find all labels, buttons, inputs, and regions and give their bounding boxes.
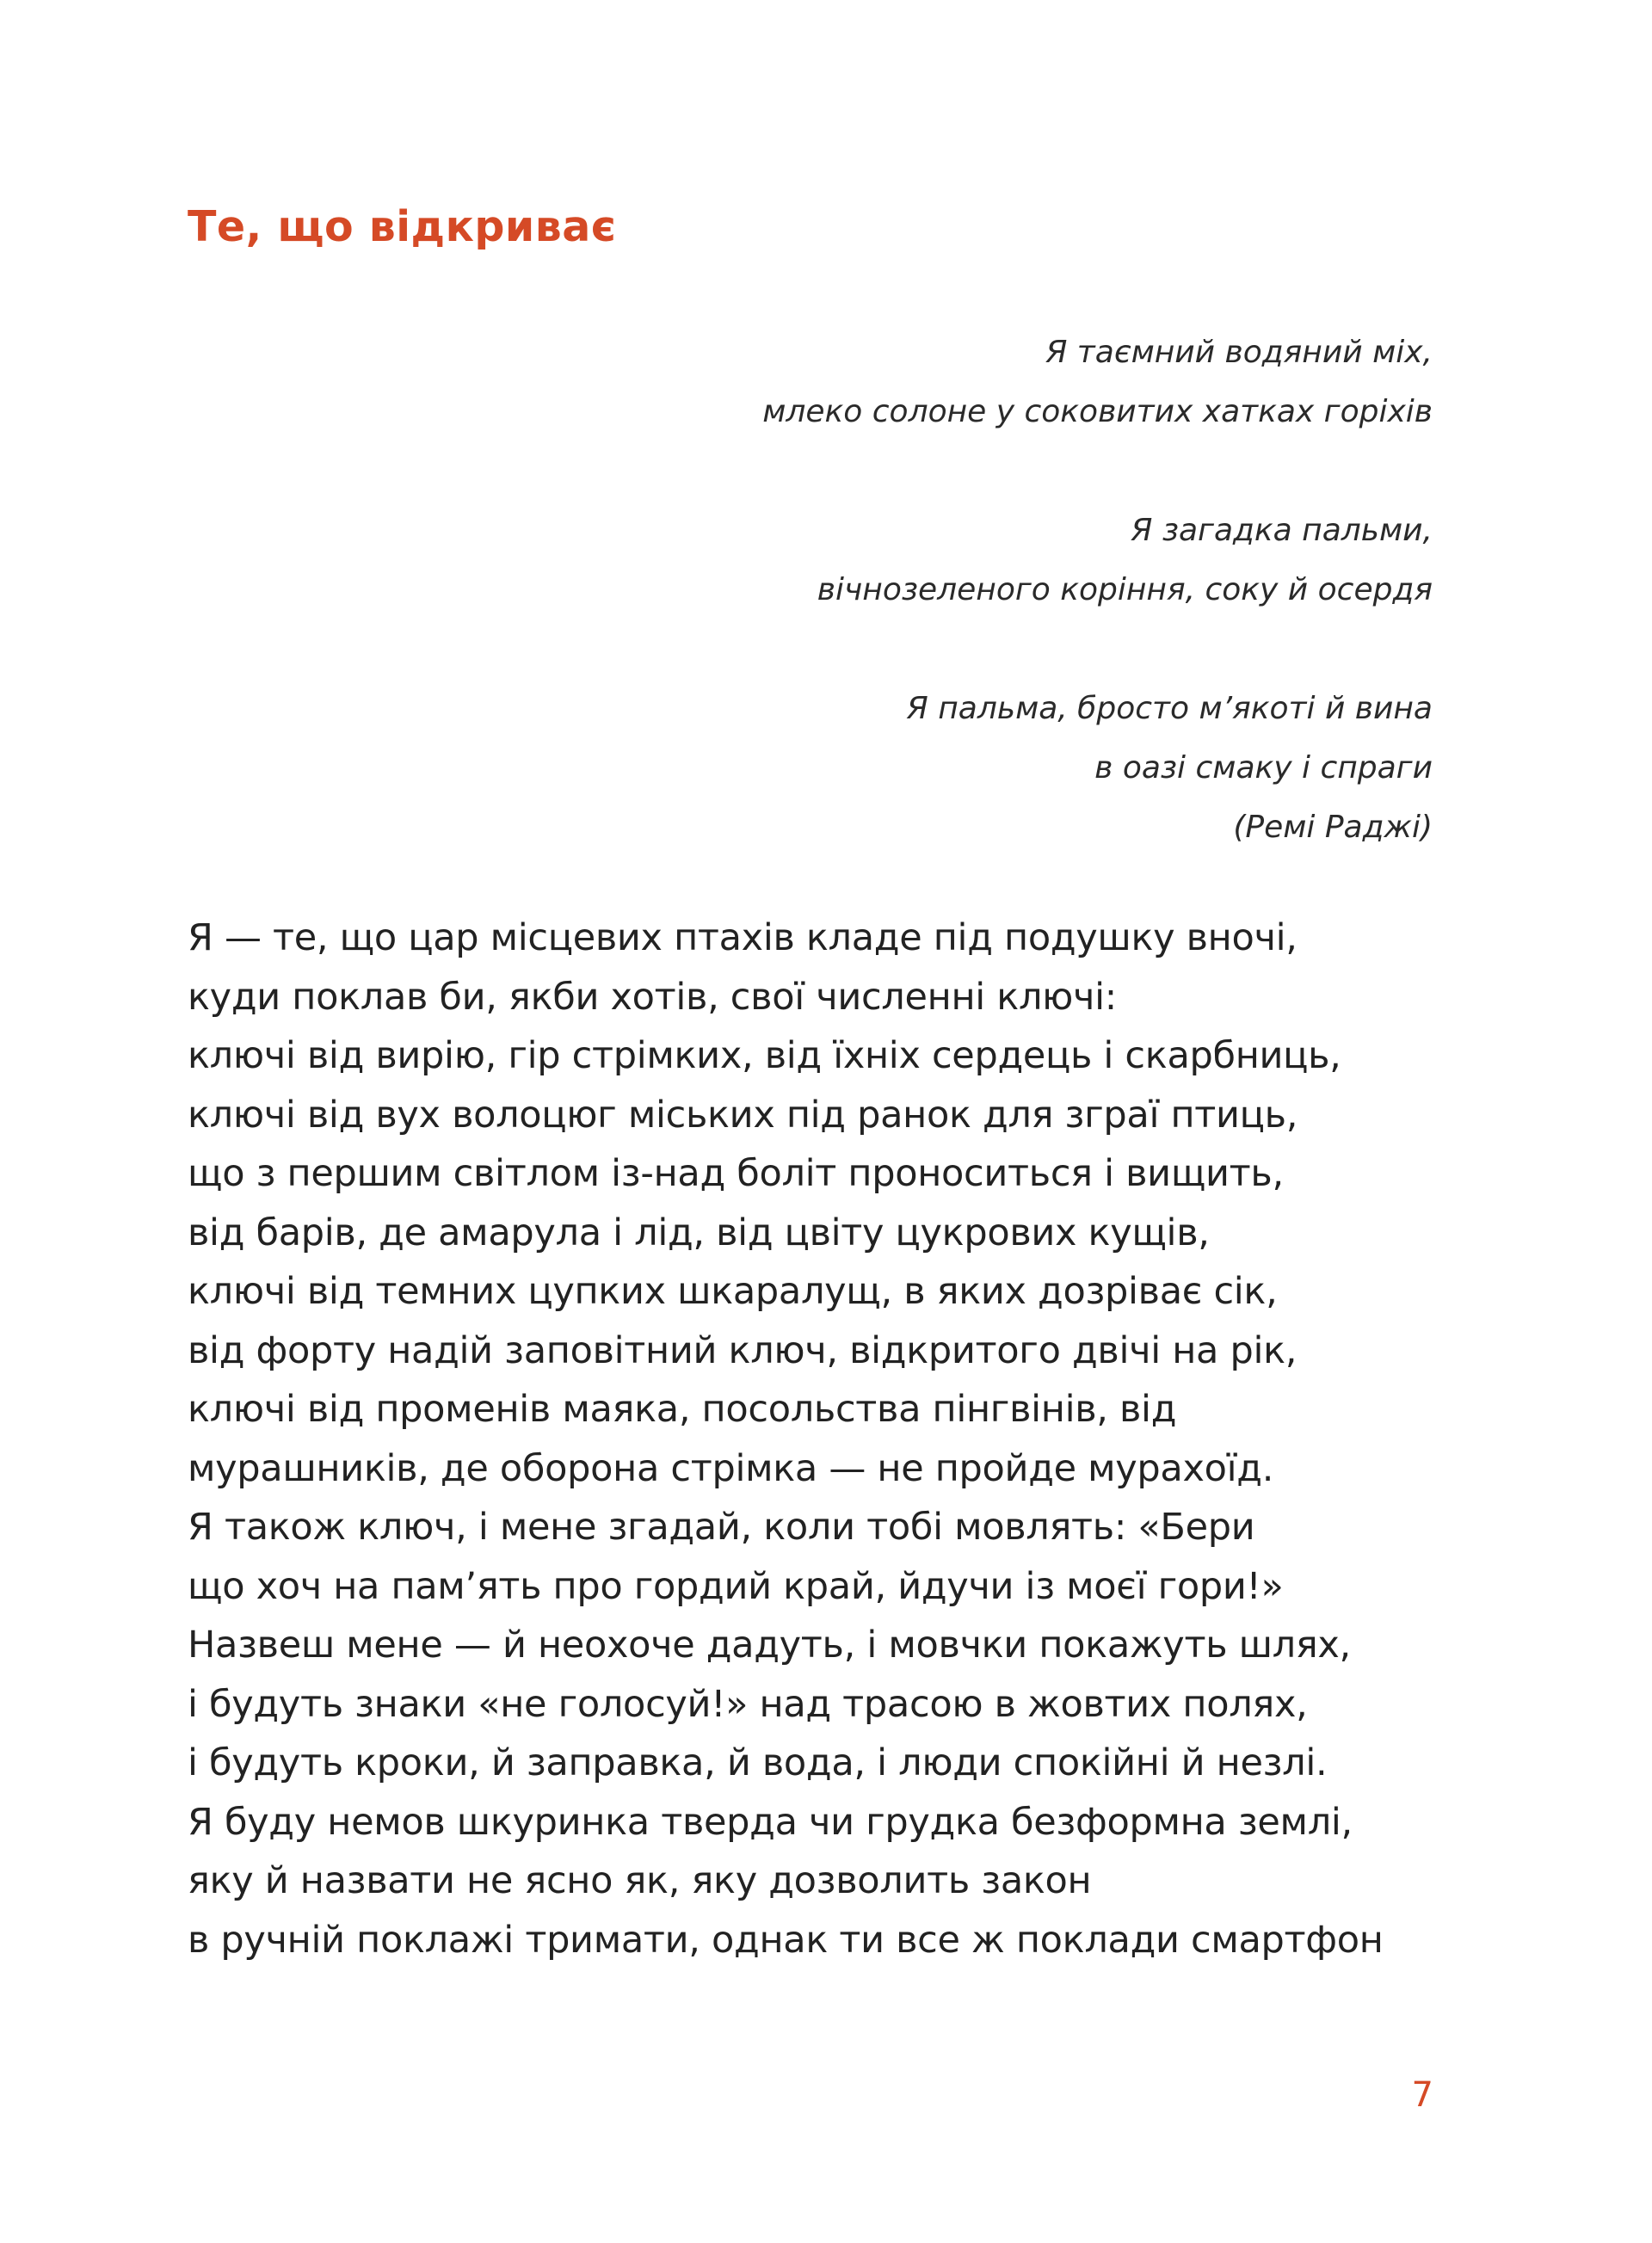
poem-line: куди поклав би, якби хотів, свої численні ключі: <box>188 975 1117 1019</box>
poem-line: Назвеш мене — й неохоче дадуть, і мовчки покажуть шлях, <box>188 1624 1351 1667</box>
poem-line: від форту надій заповітний ключ, відкритого двічі на рік, <box>188 1328 1298 1372</box>
poem-line: і будуть кроки, й заправка, й вода, і люди спокійні й незлі. <box>188 1741 1328 1784</box>
epigraph-line: Я пальма, бросто м’якоті й вина <box>906 691 1433 726</box>
epigraph-line: вічнозеленого коріння, соку й осердя <box>817 572 1433 607</box>
page-title: Те, що відкриває <box>188 202 617 251</box>
page-number: 7 <box>1411 2075 1433 2115</box>
poem-line: що з першим світлом із-над боліт проноситься і вищить, <box>188 1152 1284 1195</box>
epigraph-line: в оазі смаку і спраги <box>1094 750 1433 786</box>
epigraph-attribution: (Ремі Раджі) <box>1233 810 1433 845</box>
poem-line: Я також ключ, і мене згадай, коли тобі мовлять: «Бери <box>188 1506 1255 1549</box>
epigraph-stanza <box>400 679 1433 857</box>
poem-line: Я буду немов шкуринка тверда чи грудка безформна землі, <box>188 1800 1353 1844</box>
poem-line: мурашників, де оборона стрімка — не пройде мурахоїд. <box>188 1446 1274 1490</box>
epigraph-stanza <box>400 323 1433 441</box>
epigraph-line: млеко солоне у соковитих хатках горіхів <box>762 394 1433 429</box>
epigraph-stanza <box>400 501 1433 619</box>
poem-body <box>188 909 1478 1969</box>
poem-line: ключі від вух волоцюг міських під ранок для зграї птиць, <box>188 1093 1298 1137</box>
poem-line: від барів, де амарула і лід, від цвіту цукрових кущів, <box>188 1211 1210 1254</box>
poem-line: яку й назвати не ясно як, яку дозволить закон <box>188 1859 1092 1902</box>
poem-line: що хоч на пам’ять про гордий край, йдучи із моєї гори!» <box>188 1564 1284 1608</box>
epigraph-line: Я загадка пальми, <box>1131 513 1433 548</box>
poem-line: ключі від променів маяка, посольства пінгвінів, від <box>188 1388 1177 1431</box>
poem-line: ключі від вирію, гір стрімких, від їхніх сердець і скарбниць, <box>188 1034 1341 1077</box>
poem-line: ключі від темних цупких шкаралущ, в яких дозріває сік, <box>188 1270 1278 1313</box>
poem-line: Я — те, що цар місцевих птахів кладе під подушку вночі, <box>188 916 1298 959</box>
epigraph-line: Я таємний водяний міх, <box>1045 335 1433 370</box>
epigraph <box>400 323 1433 857</box>
poem-line: і будуть знаки «не голосуй!» над трасою в жовтих полях, <box>188 1682 1308 1726</box>
poem-line: в ручній поклажі тримати, однак ти все ж поклади смартфон <box>188 1918 1384 1962</box>
